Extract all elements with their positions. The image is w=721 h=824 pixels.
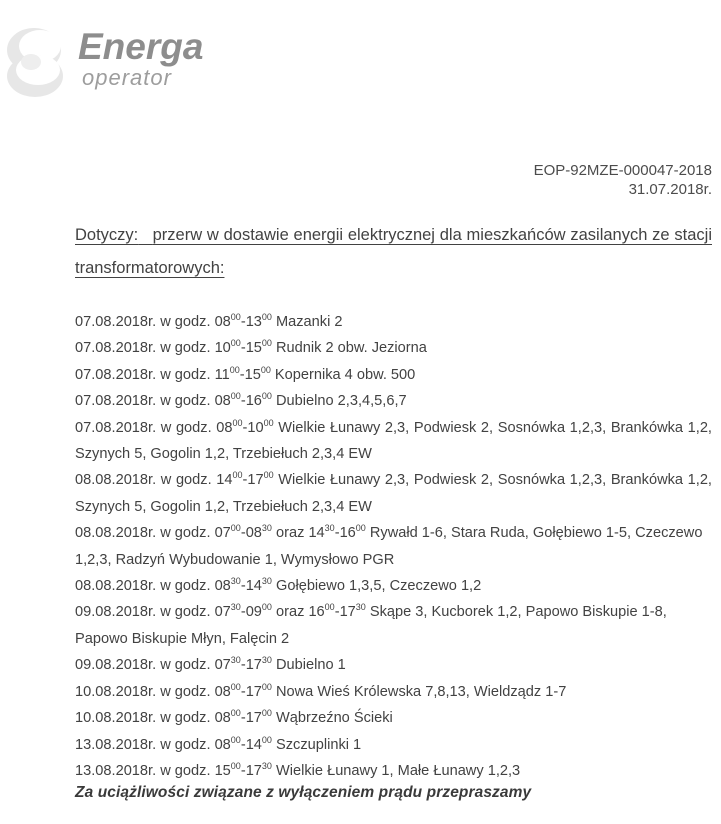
outage-row: 09.08.2018r. w godz. $07^{30}-17^{30}$ Dubielno 1 bbox=[75, 655, 346, 674]
document-date: 31.07.2018r. bbox=[628, 181, 712, 198]
time-minutes-superscript: 00 bbox=[263, 417, 274, 428]
outage-row: 10.08.2018r. w godz. $08^{00}-17^{00}$ Nowa Wieś Królewska 7,8,13, Wieldządz 1-7 bbox=[75, 681, 567, 700]
time-minutes-superscript: 00 bbox=[261, 338, 272, 349]
time-minutes-superscript: 30 bbox=[261, 760, 272, 771]
outage-row: 07.08.2018r. w godz. $08^{00}-16^{00}$ Dubielno 2,3,4,5,6,7 bbox=[75, 391, 407, 410]
time-minutes-superscript: 30 bbox=[261, 655, 272, 666]
logo-subtext: operator bbox=[82, 65, 172, 90]
outage-row: 13.08.2018r. w godz. $08^{00}-14^{00}$ Szczuplinki 1 bbox=[75, 734, 362, 753]
outage-list bbox=[75, 309, 712, 784]
logo-brand-text: Energa bbox=[78, 26, 204, 67]
outage-row: 07.08.2018r. w godz. $10^{00}-15^{00}$ Rudnik 2 obw. Jeziorna bbox=[75, 338, 427, 357]
time-minutes-superscript: 00 bbox=[230, 523, 241, 534]
subject-line bbox=[75, 219, 712, 285]
outage-row: 08.08.2018r. w godz. $14^{00}-17^{00}$ Wielkie Łunawy 2,3, Podwiesk 2, Sosnówka 1,2,3, Brankówka 1,2, Szynych 5, Gogolin 1,2, Trzebiełuch 2,3,4 EW bbox=[75, 470, 712, 515]
time-minutes-superscript: 30 bbox=[230, 576, 241, 587]
time-minutes-superscript: 00 bbox=[261, 602, 272, 613]
time-minutes-superscript: 00 bbox=[232, 417, 243, 428]
outage-row: 13.08.2018r. w godz. $15^{00}-17^{30}$ Wielkie Łunawy 1, Małe Łunawy 1,2,3 bbox=[75, 760, 521, 779]
time-minutes-superscript: 00 bbox=[261, 734, 272, 745]
time-minutes-superscript: 30 bbox=[230, 602, 241, 613]
subject-text: przerw w dostawie energii elektrycznej dla mieszkańców zasilanych ze stacji transformatorowych: bbox=[75, 226, 712, 277]
outage-row: 09.08.2018r. w godz. $07^{30}-09^{00}$ oraz $16^{00}-17^{30}$ Skąpe 3, Kucborek 1,2, Papowo Biskupie 1-8, Papowo Biskupie Młyn, Falęcin 2 bbox=[75, 602, 667, 647]
time-minutes-superscript: 00 bbox=[324, 602, 335, 613]
time-minutes-superscript: 00 bbox=[261, 391, 272, 402]
closing-apology-text: Za uciążliwości związane z wyłączeniem prądu przepraszamy bbox=[75, 784, 532, 801]
outage-row: 08.08.2018r. w godz. $08^{30}-14^{30}$ Gołębiewo 1,3,5, Czeczewo 1,2 bbox=[75, 576, 482, 595]
time-minutes-superscript: 30 bbox=[261, 576, 272, 587]
time-minutes-superscript: 00 bbox=[230, 681, 241, 692]
time-minutes-superscript: 30 bbox=[230, 655, 241, 666]
time-minutes-superscript: 00 bbox=[263, 470, 274, 481]
time-minutes-superscript: 00 bbox=[230, 338, 241, 349]
outage-row: 07.08.2018r. w godz. $08^{00}-13^{00}$ Mazanki 2 bbox=[75, 312, 343, 330]
subject-gap bbox=[138, 226, 152, 244]
time-minutes-superscript: 00 bbox=[261, 681, 272, 692]
subject-label: Dotyczy: bbox=[75, 226, 139, 244]
outage-row: 07.08.2018r. w godz. $08^{00}-10^{00}$ Wielkie Łunawy 2,3, Podwiesk 2, Sosnówka 1,2,3, Brankówka 1,2, Szynych 5, Gogolin 1,2, Trzebiełuch 2,3,4 EW bbox=[75, 417, 712, 463]
time-minutes-superscript: 00 bbox=[232, 470, 243, 481]
time-minutes-superscript: 30 bbox=[261, 523, 272, 534]
reference-number: EOP-92MZE-000047-2018 bbox=[533, 162, 712, 179]
time-minutes-superscript: 00 bbox=[230, 312, 241, 322]
time-minutes-superscript: 30 bbox=[324, 523, 335, 534]
time-minutes-superscript: 00 bbox=[229, 364, 240, 375]
time-minutes-superscript: 00 bbox=[261, 312, 272, 322]
outage-row: 08.08.2018r. w godz. $07^{00}-08^{30}$ oraz $14^{30}-16^{00}$ Rywałd 1-6, Stara Ruda, Gołębiewo 1-5, Czeczewo 1,2,3, Radzyń Wybudowanie 1, Wymysłowo PGR bbox=[75, 523, 703, 568]
outage-row: 10.08.2018r. w godz. $08^{00}-17^{00}$ Wąbrzeźno Ścieki bbox=[75, 708, 393, 727]
energa-logo bbox=[4, 18, 284, 108]
outage-row: 07.08.2018r. w godz. $11^{00}-15^{00}$ Kopernika 4 obw. 500 bbox=[75, 364, 416, 383]
reference-block bbox=[534, 161, 712, 199]
time-minutes-superscript: 30 bbox=[355, 602, 366, 613]
time-minutes-superscript: 00 bbox=[230, 708, 241, 719]
time-minutes-superscript: 00 bbox=[355, 523, 366, 534]
time-minutes-superscript: 00 bbox=[260, 364, 271, 375]
time-minutes-superscript: 00 bbox=[230, 760, 241, 771]
time-minutes-superscript: 00 bbox=[261, 708, 272, 719]
time-minutes-superscript: 00 bbox=[230, 391, 241, 402]
energa-swirl-icon bbox=[4, 24, 68, 102]
time-minutes-superscript: 00 bbox=[230, 734, 241, 745]
